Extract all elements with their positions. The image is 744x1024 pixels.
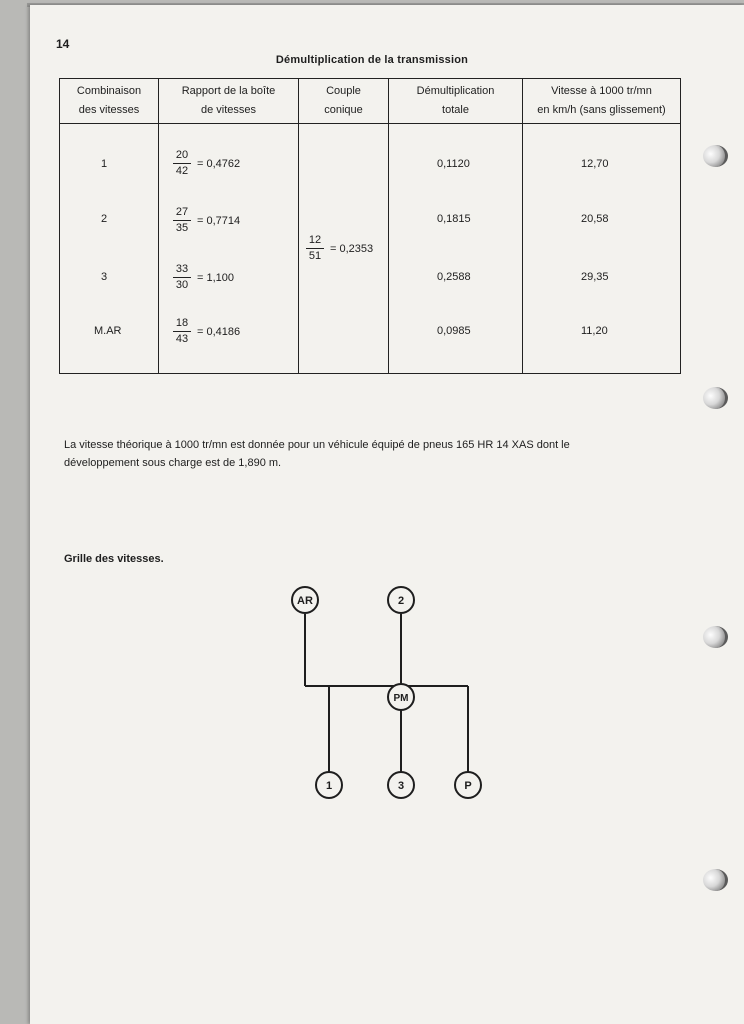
total-gear-1: 0,1120: [437, 158, 470, 170]
total-gear-3: 0,2588: [437, 271, 471, 283]
total-gear-2: 0,1815: [437, 213, 471, 225]
speed-gear-reverse: 11,20: [581, 325, 608, 337]
gear-column: [60, 124, 159, 374]
page-title: Démultiplication de la transmission: [275, 54, 469, 66]
svg-text:PM: PM: [393, 693, 409, 704]
speed-gear-2: 20,58: [581, 213, 609, 225]
speed-column: [523, 124, 681, 374]
gear-3: 3: [101, 271, 108, 283]
shift-pattern-diagram: [280, 580, 520, 805]
total-ratio-column: [389, 124, 523, 374]
header-total-ratio: Démultiplication totale: [389, 79, 523, 124]
couple-conique-column: [299, 124, 389, 374]
speed-gear-1: 12,70: [581, 158, 609, 170]
header-gearbox-ratio: Rapport de la boîte de vitesses: [159, 79, 299, 124]
svg-text:1: 1: [325, 780, 333, 792]
header-gear: Combinaison des vitesses: [60, 79, 159, 124]
ratio-gear-1: $\frac{20}{42}$ = 0,4762: [173, 149, 240, 178]
svg-text:AR: AR: [297, 595, 313, 607]
shift-position-1: [316, 772, 342, 798]
table-body-row: [60, 124, 681, 374]
ratio-gear-3: $\frac{33}{30}$ = 1,100: [173, 263, 234, 292]
header-speed: Vitesse à 1000 tr/mn en km/h (sans glissement): [523, 79, 681, 124]
binder-hole-3: [703, 626, 728, 648]
binder-hole-4: [703, 869, 728, 891]
total-gear-reverse: 0,0985: [437, 325, 471, 337]
header-couple-conique: Couple conique: [299, 79, 389, 124]
gear-reverse: M.AR: [94, 325, 122, 337]
svg-text:2: 2: [397, 595, 405, 607]
svg-text:3: 3: [397, 780, 405, 792]
gear-1: 1: [101, 158, 108, 170]
shift-position-ar: [292, 587, 318, 613]
svg-text:P: P: [464, 780, 472, 792]
speed-note: La vitesse théorique à 1000 tr/mn est donnée pour un véhicule équipé de pneus 165 HR 14 XAS dont le développement sous charge est de 1,890 m.: [64, 439, 570, 469]
table-header-row: [60, 79, 681, 124]
shift-position-pm: [388, 684, 414, 710]
shift-position-p: [455, 772, 481, 798]
ratio-gear-2: $\frac{27}{35}$ = 0,7714: [173, 206, 240, 235]
shift-gate-lines: [305, 614, 468, 772]
transmission-table: [59, 78, 681, 374]
shift-grid-title: Grille des vitesses.: [64, 553, 164, 565]
binder-hole-2: [703, 387, 728, 409]
shift-position-3: [388, 772, 414, 798]
page-number: 14: [56, 37, 70, 51]
couple-conique-ratio: $\frac{12}{51}$ = 0,2353: [306, 234, 373, 263]
ratio-gear-reverse: $\frac{18}{43}$ = 0,4186: [173, 317, 240, 346]
binder-hole-1: [703, 145, 728, 167]
gearbox-ratio-column: [159, 124, 299, 374]
shift-position-2: [388, 587, 414, 613]
gear-2: 2: [101, 213, 108, 225]
speed-gear-3: 29,35: [581, 271, 609, 283]
